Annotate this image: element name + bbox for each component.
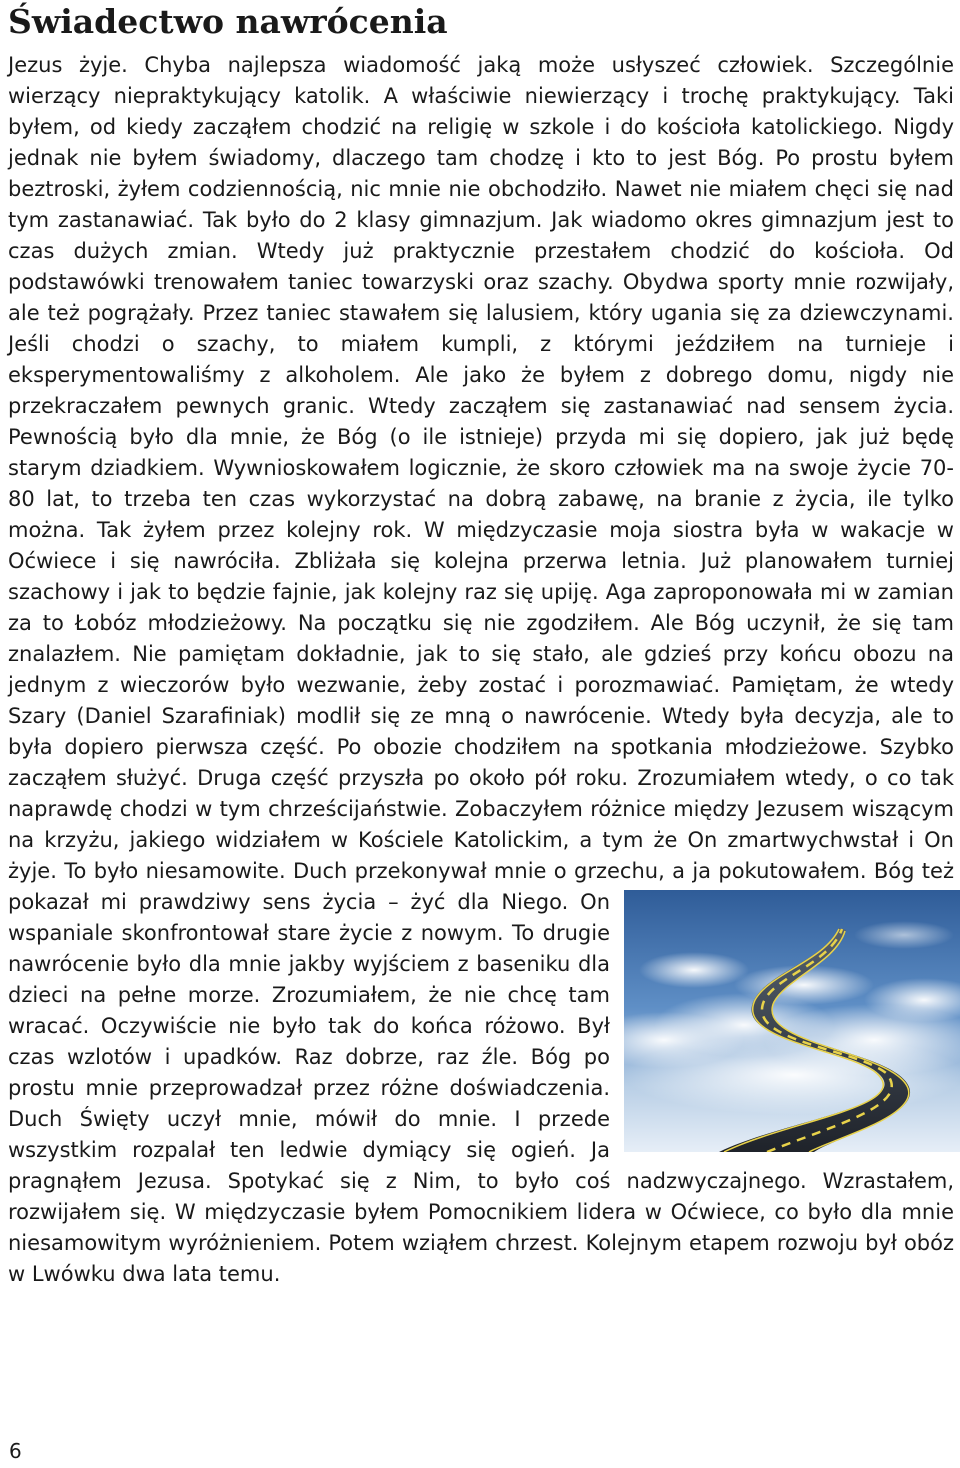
article-body bbox=[8, 50, 954, 1290]
document-page bbox=[8, 0, 954, 1468]
page-number: 6 bbox=[9, 1439, 22, 1463]
paragraph-part-2: dla Niego. On wspaniale skonfrontował stare życie z nowym. To drugie nawrócenie było dla mnie jakby wyjściem z baseniku dla dzieci na pełne morze. Zrozumiałem, że nie chcę tam wracać. Oczywiście nie było tak do końca różowo. Był czas wzlotów i upadków. Raz dobrze, raz źle. Bóg po prostu mnie przeprowadzał przez różne doświadczenia. Duch Święty uczył mnie, mówił do mnie. I przede wszystkim rozpalał ten ledwie dymiący się ogień. Ja pragnąłem Jezusa. Spotykać się z Nim, to było coś nadzwyczajnego. Wzrastałem, rozwijałem się. W międzyczasie byłem Pomocnikiem lidera w Oćwiece, co było dla mnie niesamowitym wyróżnieniem. Potem wziąłem chrzest. Kolejnym etapem rozwoju był obóz w Lwówku dwa lata temu. bbox=[8, 890, 954, 1286]
article-title: Świadectwo nawrócenia bbox=[8, 2, 448, 41]
road-illustration bbox=[624, 890, 960, 1152]
road-to-sky-image bbox=[624, 890, 960, 1152]
paragraph-part-1: Jezus żyje. Chyba najlepsza wiadomość jaką może usłyszeć człowiek. Szczególnie wierzący niepraktykujący katolik. A właściwie niewierzący i trochę praktykujący. Taki byłem, od kiedy zacząłem chodzić na religię w szkole i do kościoła katolickiego. Nigdy jednak nie byłem świadomy, dlaczego tam chodzę i kto to jest Bóg. Po prostu byłem beztroski, żyłem codziennością, nic mnie nie obchodziło. Nawet nie miałem chęci się nad tym zastanawiać. Tak było do 2 klasy gimnazjum. Jak wiadomo okres gimnazjum jest to czas dużych zmian. Wtedy już praktycznie przestałem chodzić do kościoła. Od podstawówki trenowałem taniec towarzyski oraz szachy. Obydwa sporty mnie rozwijały, ale też pogrążały. Przez taniec stawałem się lalusiem, który ugania się za dziewczynami. Jeśli chodzi o szachy, to miałem kumpli, z którymi jeździłem na turnieje i eksperymentowaliśmy z alkoholem. Ale jako że byłem z dobrego domu, nigdy nie przekraczałem pewnych granic. Wtedy zacząłem się zastanawiać nad sensem życia. Pewnością było dla mnie, że Bóg (o ile istnieje) przyda mi się dopiero, jak już będę starym dziadkiem. Wywnioskowałem logicznie, że skoro człowiek ma na swoje życie 70-80 lat, to trzeba ten czas wykorzystać na dobrą zabawę, na branie z życia, ile tylko można. Tak żyłem przez kolejny rok. W międzyczasie moja siostra była w wakacje w Oćwiece i się nawróciła. Zbliżała się kolejna przerwa letnia. Już planowałem turniej szachowy i jak to będzie fajnie, jak kolejny raz się upiję. Aga zaproponowała mi w zamian za to Łobóz młodzieżowy. Na początku się nie zgodziłem. Ale Bóg uczynił, że się tam znalazłem. Nie pamiętam dokładnie, jak to się stało, ale gdzieś przy końcu obozu na jednym z wieczorów było wezwanie, żeby zostać i porozmawiać. Pamiętam, że wtedy Szary (Daniel Szarafiniak) modlił się ze mną o nawrócenie. Wtedy była decyzja, ale to była dopiero pierwsza część. Po obozie chodziłem na spotkania młodzieżowe. Szybko zacząłem służyć. Druga część przyszła po około pół roku. Zrozumiałem wtedy, o co tak naprawdę chodzi w tym chrześcijaństwie. Zobaczyłem różnice między Jezusem wiszącym na krzyżu, jakiego widziałem w Kościele Katolickim, a tym że On zmartwychwstał i On żyje. To było niesamowite. Duch przekonywał mnie o grzechu, a ja pokutowałem. Bóg też pokazał mi prawdziwy sens życia – żyć bbox=[8, 53, 954, 914]
